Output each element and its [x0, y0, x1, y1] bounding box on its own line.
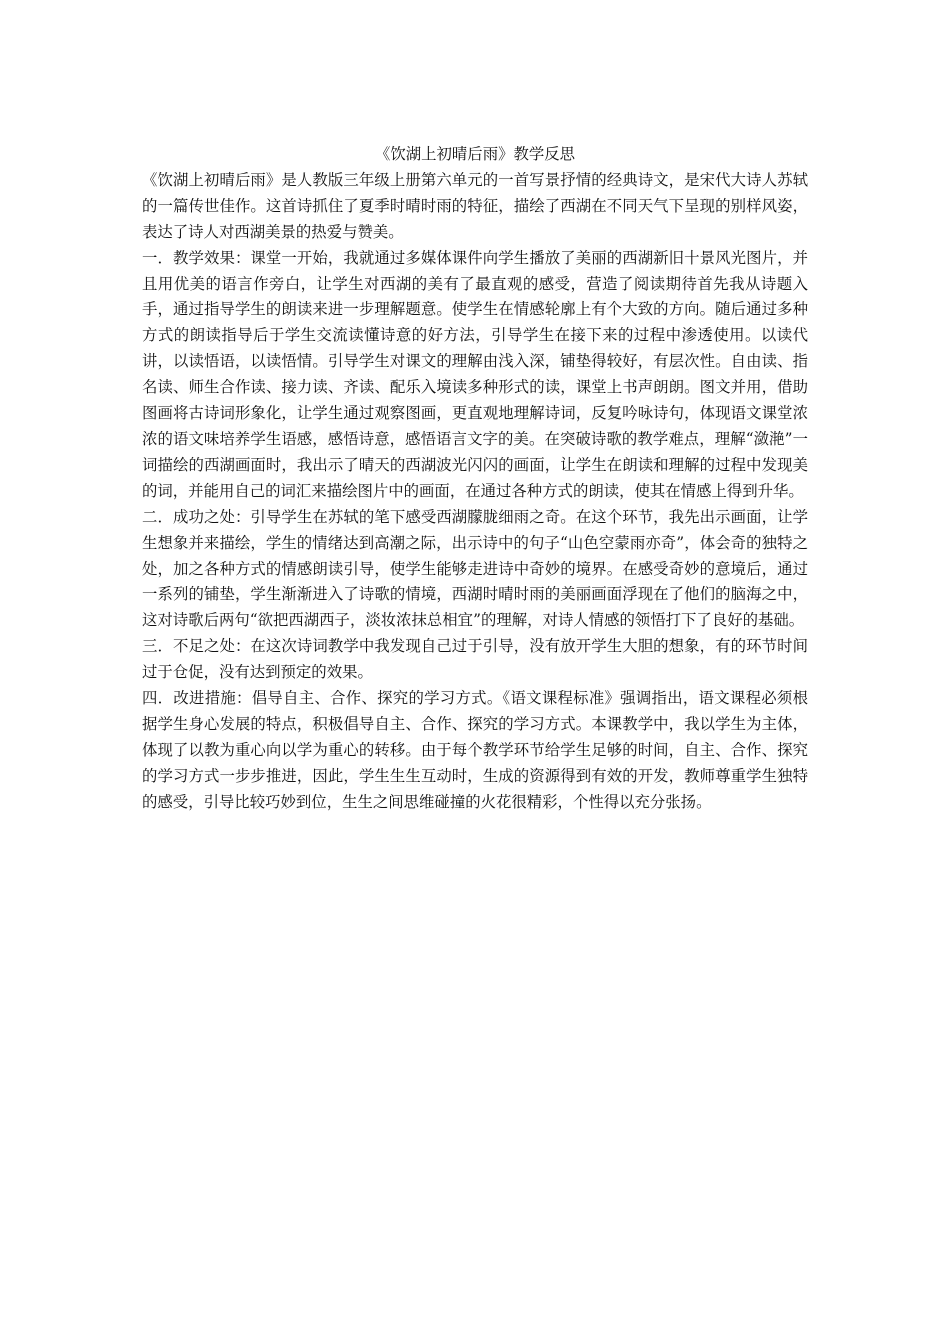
paragraph-improvements: 四．改进措施：倡导自主、合作、探究的学习方式。《语文课程标准》强调指出，语文课程必须根据学生身心发展的特点，积极倡导自主、合作、探究的学习方式。本课教学中，我以学生为主体，体现了以教为重心向以学为重心的转移。由于每个教学环节给学生足够的时间，自主、合作、探究的学习方式一步步推进，因此，学生生生互动时，生成的资源得到有效的开发，教师尊重学生独特的感受，引导比较巧妙到位，生生之间思维碰撞的火花很精彩，个性得以充分张扬。: [142, 689, 808, 811]
document-page: [142, 142, 808, 816]
document-title: 《饮湖上初晴后雨》教学反思: [374, 145, 576, 163]
paragraph-intro: 《饮湖上初晴后雨》是人教版三年级上册第六单元的一首写景抒情的经典诗文，是宋代大诗人苏轼的一篇传世佳作。这首诗抓住了夏季时晴时雨的特征，描绘了西湖在不同天气下呈现的别样风姿，表达了诗人对西湖美景的热爱与赞美。: [142, 170, 808, 241]
paragraph-success-points: 二．成功之处：引导学生在苏轼的笔下感受西湖朦胧细雨之奇。在这个环节，我先出示画面，让学生想象并来描绘，学生的情绪达到高潮之际，出示诗中的句子“山色空蒙雨亦奇”，体会奇的独特之处，加之各种方式的情感朗读引导，使学生能够走进诗中奇妙的境界。在感受奇妙的意境后，通过一系列的铺垫，学生渐渐进入了诗歌的情境，西湖时晴时雨的美丽画面浮现在了他们的脑海之中，这对诗歌后两句“欲把西湖西子，淡妆浓抹总相宜”的理解，对诗人情感的领悟打下了良好的基础。: [142, 507, 808, 630]
paragraph-teaching-effect: 一．教学效果：课堂一开始，我就通过多媒体课件向学生播放了美丽的西湖新旧十景风光图片，并且用优美的语言作旁白，让学生对西湖的美有了最直观的感受，营造了阅读期待首先我从诗题入手，通过指导学生的朗读来进一步理解题意。使学生在情感轮廓上有个大致的方向。随后通过多种方式的朗读指导后于学生交流读懂诗意的好方法，引导学生在接下来的过程中渗透使用。以读代讲，以读悟语，以读悟情。引导学生对课文的理解由浅入深，铺垫得较好，有层次性。自由读、指名读、师生合作读、接力读、齐读、配乐入境读多种形式的读，课堂上书声朗朗。图文并用，借助图画将古诗词形象化，让学生通过观察图画，更直观地理解诗词，反复吟咏诗句，体现语文课堂浓浓的语文味培养学生语感，感悟诗意，感悟语言文字的美。在突破诗歌的教学难点，理解“潋滟”一词描绘的西湖画面时，我出示了晴天的西湖波光闪闪的画面，让学生在朗读和理解的过程中发现美的词，并能用自己的词汇来描绘图片中的画面，在通过各种方式的朗读，使其在情感上得到升华。: [142, 248, 808, 500]
paragraph-shortcomings: 三．不足之处：在这次诗词教学中我发现自己过于引导，没有放开学生大胆的想象，有的环节时间过于仓促，没有达到预定的效果。: [142, 637, 808, 682]
